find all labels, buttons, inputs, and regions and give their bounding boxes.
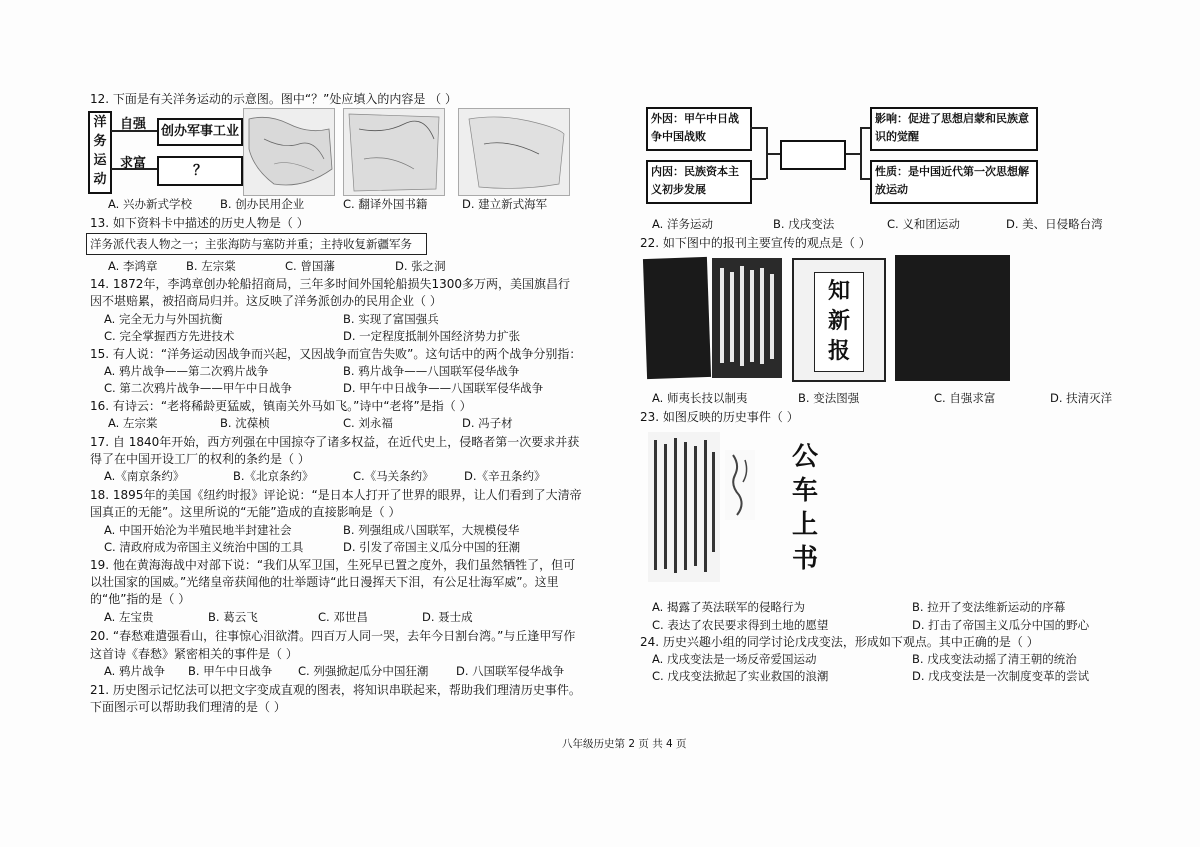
q12-map-image-2 xyxy=(343,108,445,196)
q12-branch-ziqiang: 自强 xyxy=(120,117,147,132)
q14-option-d[interactable]: D. 一定程度抵制外国经济势力扩张 xyxy=(343,329,521,343)
q23-option-c[interactable]: C. 表达了农民要求得到土地的愿望 xyxy=(652,618,829,632)
q17-option-b[interactable]: B.《北京条约》 xyxy=(233,469,314,483)
q20-stem-line2: 这首诗《春愁》紧密相关的事件是（ ） xyxy=(90,647,298,661)
q19-option-d[interactable]: D. 聂士成 xyxy=(422,610,473,624)
q18-stem-line2: 国真正的无能”。这里所说的“无能”造成的直接影响是（ ） xyxy=(90,505,401,519)
newspaper-title-panel xyxy=(814,272,864,372)
q12-stem: 12. 下面是有关洋务运动的示意图。图中“？”处应填入的内容是 （ ） xyxy=(90,92,457,106)
handwriting-scribble xyxy=(725,450,755,520)
q12-option-b[interactable]: B. 创办民用企业 xyxy=(220,197,305,211)
q12-box-military: 创办军事工业 xyxy=(157,118,243,146)
q21-connector xyxy=(846,153,860,155)
q21-stem-line2: 下面图示可以帮助我们理清的是（ ） xyxy=(90,700,286,714)
q22-option-c[interactable]: C. 自强求富 xyxy=(934,391,996,405)
q20-option-d[interactable]: D. 八国联军侵华战争 xyxy=(456,664,565,678)
q24-option-a[interactable]: A. 戊戌变法是一场反帝爱国运动 xyxy=(652,652,817,666)
q21-connector xyxy=(750,127,766,129)
q22-stem: 22. 如下图中的报刊主要宣传的观点是（ ） xyxy=(640,236,871,250)
q13-data-card: 洋务派代表人物之一；主张海防与塞防并重；主持收复新疆军务 xyxy=(86,233,427,255)
q16-option-d[interactable]: D. 冯子材 xyxy=(462,416,513,430)
q22-newspaper-image-2 xyxy=(712,258,782,378)
q21-box-impact: 影响：促进了思想启蒙和民族意识的觉醒 xyxy=(870,107,1038,151)
q20-option-c[interactable]: C. 列强掀起瓜分中国狂潮 xyxy=(298,664,429,678)
q16-option-b[interactable]: B. 沈葆桢 xyxy=(220,416,270,430)
q15-option-a[interactable]: A. 鸦片战争——第二次鸦片战争 xyxy=(104,364,269,378)
q18-option-b[interactable]: B. 列强组成八国联军，大规模侵华 xyxy=(343,523,520,537)
q22-option-b[interactable]: B. 变法图强 xyxy=(798,391,860,405)
q24-option-d[interactable]: D. 戊戌变法是一次制度变革的尝试 xyxy=(912,669,1090,683)
q14-option-a[interactable]: A. 完全无力与外国抗衡 xyxy=(104,312,223,326)
q20-option-a[interactable]: A. 鸦片战争 xyxy=(104,664,165,678)
q14-stem-line1: 14. 1872年，李鸿章创办轮船招商局，三年多时间外国轮船损失1300多万两，美国旗昌行 xyxy=(90,277,570,291)
q19-option-b[interactable]: B. 葛云飞 xyxy=(208,610,258,624)
q21-option-d[interactable]: D. 美、日侵略台湾 xyxy=(1006,217,1103,231)
q15-option-c[interactable]: C. 第二次鸦片战争——甲午中日战争 xyxy=(104,381,292,395)
newspaper-title-char: 报 xyxy=(827,338,850,364)
q12-label-char: 动 xyxy=(93,172,107,187)
q17-option-a[interactable]: A.《南京条约》 xyxy=(104,469,185,483)
q20-option-b[interactable]: B. 甲午中日战争 xyxy=(188,664,273,678)
q23-document-image xyxy=(648,432,720,582)
q21-connector xyxy=(750,178,766,180)
q19-stem-line1: 19. 他在黄海海战中对部下说：“我们从军卫国，生死早已置之度外，我们虽然牺牲了，但可 xyxy=(90,558,576,572)
q12-map-image-3 xyxy=(458,108,570,196)
map-illustration xyxy=(244,109,334,195)
q21-option-a[interactable]: A. 洋务运动 xyxy=(652,217,713,231)
q23-stem: 23. 如图反映的历史事件（ ） xyxy=(640,410,799,424)
q15-option-b[interactable]: B. 鸦片战争——八国联军侵华战争 xyxy=(343,364,520,378)
q17-option-d[interactable]: D.《辛丑条约》 xyxy=(464,469,546,483)
q23-title-vertical xyxy=(785,440,825,576)
q12-option-c[interactable]: C. 翻译外国书籍 xyxy=(343,197,428,211)
q23-title-char: 车 xyxy=(791,476,818,506)
q17-stem-line1: 17. 自 1840年开始，西方列强在中国掠夺了诸多权益，在近代史上，侵略者第一次要求并获 xyxy=(90,435,580,449)
q12-label-char: 务 xyxy=(93,134,107,149)
q22-newspaper-image-4 xyxy=(895,255,1010,381)
map-illustration xyxy=(344,109,444,195)
q14-stem-line2: 因不堪赔累，被招商局归并。这反映了洋务派创办的民用企业（ ） xyxy=(90,294,442,308)
q12-diagram-label-box xyxy=(88,111,112,194)
q22-newspaper-image-1 xyxy=(643,257,711,379)
q21-connector xyxy=(860,127,862,179)
q21-box-external-cause: 外因：甲午中日战争中国战败 xyxy=(646,107,752,151)
q19-option-c[interactable]: C. 邓世昌 xyxy=(318,610,368,624)
q22-option-d[interactable]: D. 扶清灭洋 xyxy=(1050,391,1113,405)
page-footer: 八年级历史第 2 页 共 4 页 xyxy=(562,738,687,750)
q12-option-a[interactable]: A. 兴办新式学校 xyxy=(108,197,192,211)
q13-option-a[interactable]: A. 李鸿章 xyxy=(108,259,158,273)
q23-option-a[interactable]: A. 揭露了英法联军的侵略行为 xyxy=(652,600,805,614)
q13-option-d[interactable]: D. 张之洞 xyxy=(395,259,446,273)
q19-stem-line3: 的“他”指的是（ ） xyxy=(90,592,191,606)
q14-option-b[interactable]: B. 实现了富国强兵 xyxy=(343,312,439,326)
q23-title-char: 上 xyxy=(791,510,818,540)
q12-label-char: 洋 xyxy=(93,115,107,130)
q22-newspaper-image-3 xyxy=(792,258,886,382)
q21-connector xyxy=(860,178,870,180)
q21-stem-line1: 21. 历史图示记忆法可以把文字变成直观的图表，将知识串联起来，帮助我们理清历史事件。 xyxy=(90,683,581,697)
q21-box-internal-cause: 内因：民族资本主义初步发展 xyxy=(646,160,752,204)
q21-option-b[interactable]: B. 戊戌变法 xyxy=(773,217,835,231)
q18-stem-line1: 18. 1895年的美国《纽约时报》评论说：“是日本人打开了世界的眼界，让人们看到了大清帝 xyxy=(90,488,582,502)
q23-title-char: 书 xyxy=(791,544,818,574)
q21-box-blank xyxy=(780,140,846,170)
q23-annotation-scribble xyxy=(725,450,755,520)
q16-option-a[interactable]: A. 左宗棠 xyxy=(108,416,158,430)
q15-option-d[interactable]: D. 甲午中日战争——八国联军侵华战争 xyxy=(343,381,544,395)
q22-option-a[interactable]: A. 师夷长技以制夷 xyxy=(652,391,748,405)
q20-stem-line1: 20. “春愁难遣强看山，往事惊心泪欲潸。四百万人同一哭，去年今日割台湾。”与丘逢甲写作 xyxy=(90,629,576,643)
q21-connector xyxy=(766,153,780,155)
q18-option-a[interactable]: A. 中国开始沦为半殖民地半封建社会 xyxy=(104,523,292,537)
q23-title-char: 公 xyxy=(791,442,818,472)
q16-stem: 16. 有诗云：“老将稀龄更猛威，镇南关外马如飞。”诗中“老将”是指（ ） xyxy=(90,399,472,413)
q12-option-d[interactable]: D. 建立新式海军 xyxy=(462,197,548,211)
q21-box-nature: 性质：是中国近代第一次思想解放运动 xyxy=(870,160,1038,204)
q12-label-char: 运 xyxy=(93,153,107,168)
q21-option-c[interactable]: C. 义和团运动 xyxy=(887,217,960,231)
map-illustration xyxy=(459,109,569,195)
q24-stem: 24. 历史兴趣小组的同学讨论戊戌变法，形成如下观点。其中正确的是（ ） xyxy=(640,635,1039,649)
q12-map-image-1 xyxy=(243,108,335,196)
q14-option-c[interactable]: C. 完全掌握西方先进技术 xyxy=(104,329,235,343)
newspaper-title-char: 新 xyxy=(827,308,850,334)
newspaper-title-char: 知 xyxy=(827,278,850,304)
q13-stem: 13. 如下资料卡中描述的历史人物是（ ） xyxy=(90,216,309,230)
q23-option-d[interactable]: D. 打击了帝国主义瓜分中国的野心 xyxy=(912,618,1090,632)
q13-option-c[interactable]: C. 曾国藩 xyxy=(285,259,335,273)
q17-option-c[interactable]: C.《马关条约》 xyxy=(353,469,434,483)
q15-stem: 15. 有人说：“洋务运动因战争而兴起，又因战争而宣告失败”。这句话中的两个战争分别指： xyxy=(90,347,582,361)
q24-option-b[interactable]: B. 戊戌变法动摇了清王朝的统治 xyxy=(912,652,1077,666)
q21-connector xyxy=(860,127,870,129)
q16-option-c[interactable]: C. 刘永福 xyxy=(343,416,393,430)
q18-option-c[interactable]: C. 清政府成为帝国主义统治中国的工具 xyxy=(104,540,304,554)
q12-box-question: ？ xyxy=(157,156,243,186)
newspaper-text-pattern xyxy=(712,258,782,378)
q19-option-a[interactable]: A. 左宝贵 xyxy=(104,610,154,624)
vertical-script-pattern xyxy=(648,432,720,582)
q24-option-c[interactable]: C. 戊戌变法掀起了实业救国的浪潮 xyxy=(652,669,829,683)
q12-branch-qiufu: 求富 xyxy=(120,156,147,171)
q17-stem-line2: 得了在中国开设工厂的权利的条约是（ ） xyxy=(90,452,310,466)
q23-option-b[interactable]: B. 拉开了变法维新运动的序幕 xyxy=(912,600,1066,614)
q19-stem-line2: 以壮国家的国威。”光绪皇帝获闻他的壮举题诗“此日漫挥天下泪，有公足壮海军威”。这里 xyxy=(90,575,559,589)
q18-option-d[interactable]: D. 引发了帝国主义瓜分中国的狂潮 xyxy=(343,540,521,554)
q13-option-b[interactable]: B. 左宗棠 xyxy=(186,259,236,273)
